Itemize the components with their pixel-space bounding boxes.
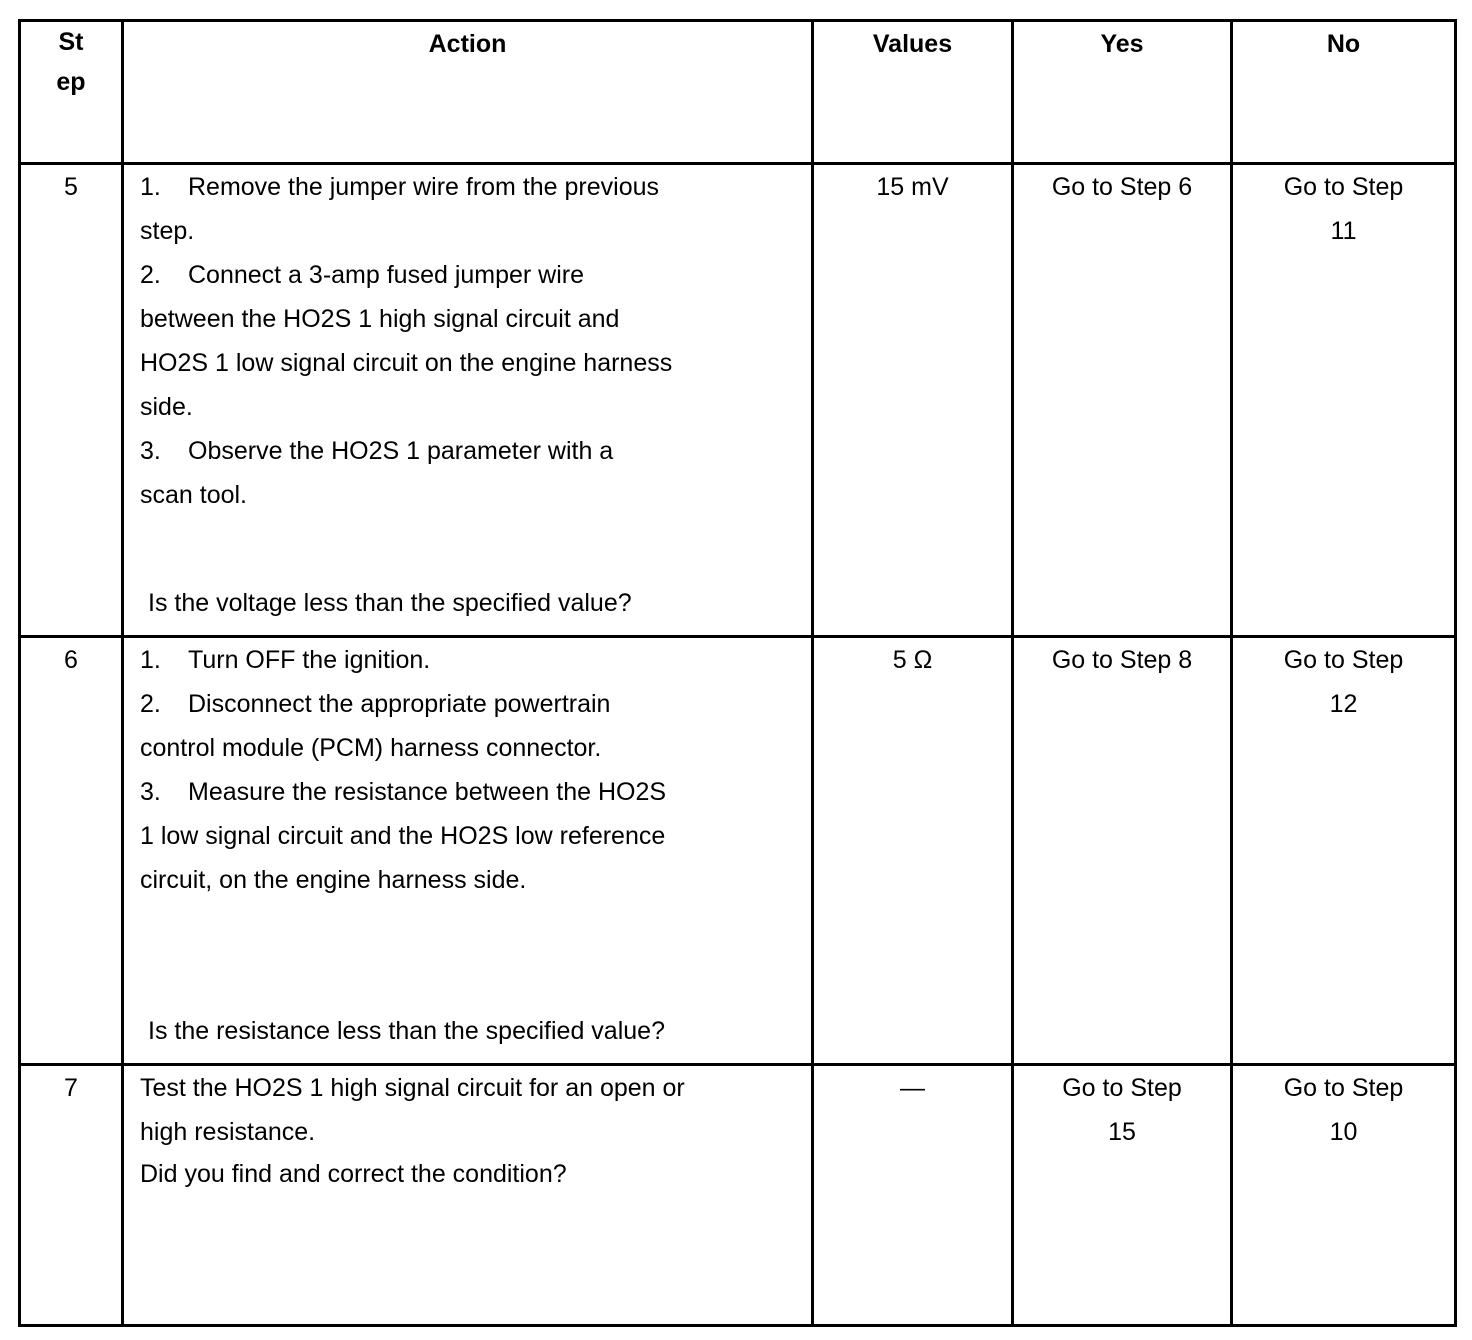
action-line: 1. Turn OFF the ignition.: [140, 646, 431, 674]
value-cell: 5 Ω: [813, 637, 1013, 1065]
header-values: Values: [813, 21, 1013, 164]
header-yes: Yes: [1013, 21, 1232, 164]
yes-goto: Go to Step 6: [1051, 173, 1193, 201]
question-text: Is the voltage less than the specified value?: [148, 589, 632, 617]
yes-goto-label: Go to Step: [1062, 1074, 1182, 1102]
value-cell: —: [813, 1065, 1013, 1326]
header-step: [20, 21, 123, 164]
yes-goto-step: 15: [1108, 1118, 1136, 1146]
yes-cell: [1013, 164, 1232, 637]
question-text: Did you find and correct the condition?: [140, 1160, 567, 1188]
header-step-line2: ep: [56, 68, 86, 96]
step-number: 5: [20, 164, 123, 637]
yes-cell: [1013, 1065, 1232, 1326]
no-goto-step: 12: [1329, 690, 1358, 718]
no-cell: [1232, 1065, 1456, 1326]
action-cell: [123, 637, 813, 1065]
no-goto-step: 10: [1329, 1118, 1358, 1146]
yes-cell: [1013, 637, 1232, 1065]
yes-goto: Go to Step 8: [1051, 646, 1193, 674]
action-line: HO2S 1 low signal circuit on the engine harness: [140, 349, 673, 377]
action-line: 1 low signal circuit and the HO2S low reference: [140, 822, 666, 850]
header-step-line1: St: [58, 28, 84, 56]
no-goto-label: Go to Step: [1283, 646, 1404, 674]
action-line: Test the HO2S 1 high signal circuit for an open or: [140, 1074, 685, 1102]
action-line: 3. Measure the resistance between the HO2S: [140, 778, 667, 806]
no-goto-step: 11: [1330, 217, 1357, 245]
action-line: 3. Observe the HO2S 1 parameter with a: [140, 437, 614, 465]
table-row: [20, 1065, 1456, 1326]
action-line: side.: [140, 393, 193, 421]
value-cell: 15 mV: [813, 164, 1013, 637]
action-line: 2. Disconnect the appropriate powertrain: [140, 690, 611, 718]
table-row: [20, 164, 1456, 637]
action-line: 1. Remove the jumper wire from the previous: [140, 173, 660, 201]
action-line: control module (PCM) harness connector.: [140, 734, 602, 762]
action-cell: [123, 1065, 813, 1326]
no-goto-label: Go to Step: [1283, 173, 1404, 201]
header-action: Action: [123, 21, 813, 164]
step-number: 6: [20, 637, 123, 1065]
action-line: circuit, on the engine harness side.: [140, 866, 527, 894]
header-row: [20, 21, 1456, 164]
header-no: No: [1232, 21, 1456, 164]
table-row: [20, 637, 1456, 1065]
question-text: Is the resistance less than the specified value?: [148, 1017, 665, 1045]
step-number: 7: [20, 1065, 123, 1326]
action-line: scan tool.: [140, 481, 248, 509]
no-cell: [1232, 164, 1456, 637]
action-line: between the HO2S 1 high signal circuit and: [140, 305, 620, 333]
no-cell: [1232, 637, 1456, 1065]
action-line: high resistance.: [140, 1118, 316, 1146]
no-goto-label: Go to Step: [1283, 1074, 1404, 1102]
action-line: 2. Connect a 3-amp fused jumper wire: [140, 261, 585, 289]
action-line: step.: [140, 217, 195, 245]
diagnostic-table: [18, 19, 1457, 1327]
action-cell: [123, 164, 813, 637]
